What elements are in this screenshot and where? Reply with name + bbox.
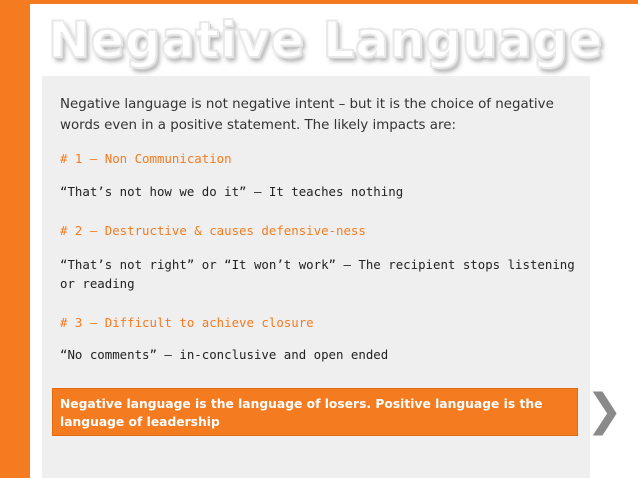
left-accent-band (0, 0, 30, 478)
point-2-heading: # 2 – Destructive & causes defensive-ness (60, 223, 366, 238)
point-1-heading: # 1 – Non Communication (60, 151, 232, 166)
slide-title: Negative Language (48, 11, 603, 69)
summary-callout: Negative language is the language of losers. Positive language is the language of leadership (52, 388, 578, 436)
intro-text: Negative language is not negative intent – but it is the choice of negative words even in a positive statement. The likely impacts are: (60, 97, 554, 133)
point-3-example: “No comments” – in-conclusive and open ended (60, 347, 389, 362)
chevron-right-icon[interactable]: ❯ (586, 385, 623, 436)
point-2-example: “That’s not right” or “It won’t work” – The recipient stops listening or reading (60, 257, 575, 291)
point-1-example: “That’s not how we do it” – It teaches nothing (60, 184, 404, 199)
point-3-heading: # 3 – Difficult to achieve closure (60, 315, 314, 330)
